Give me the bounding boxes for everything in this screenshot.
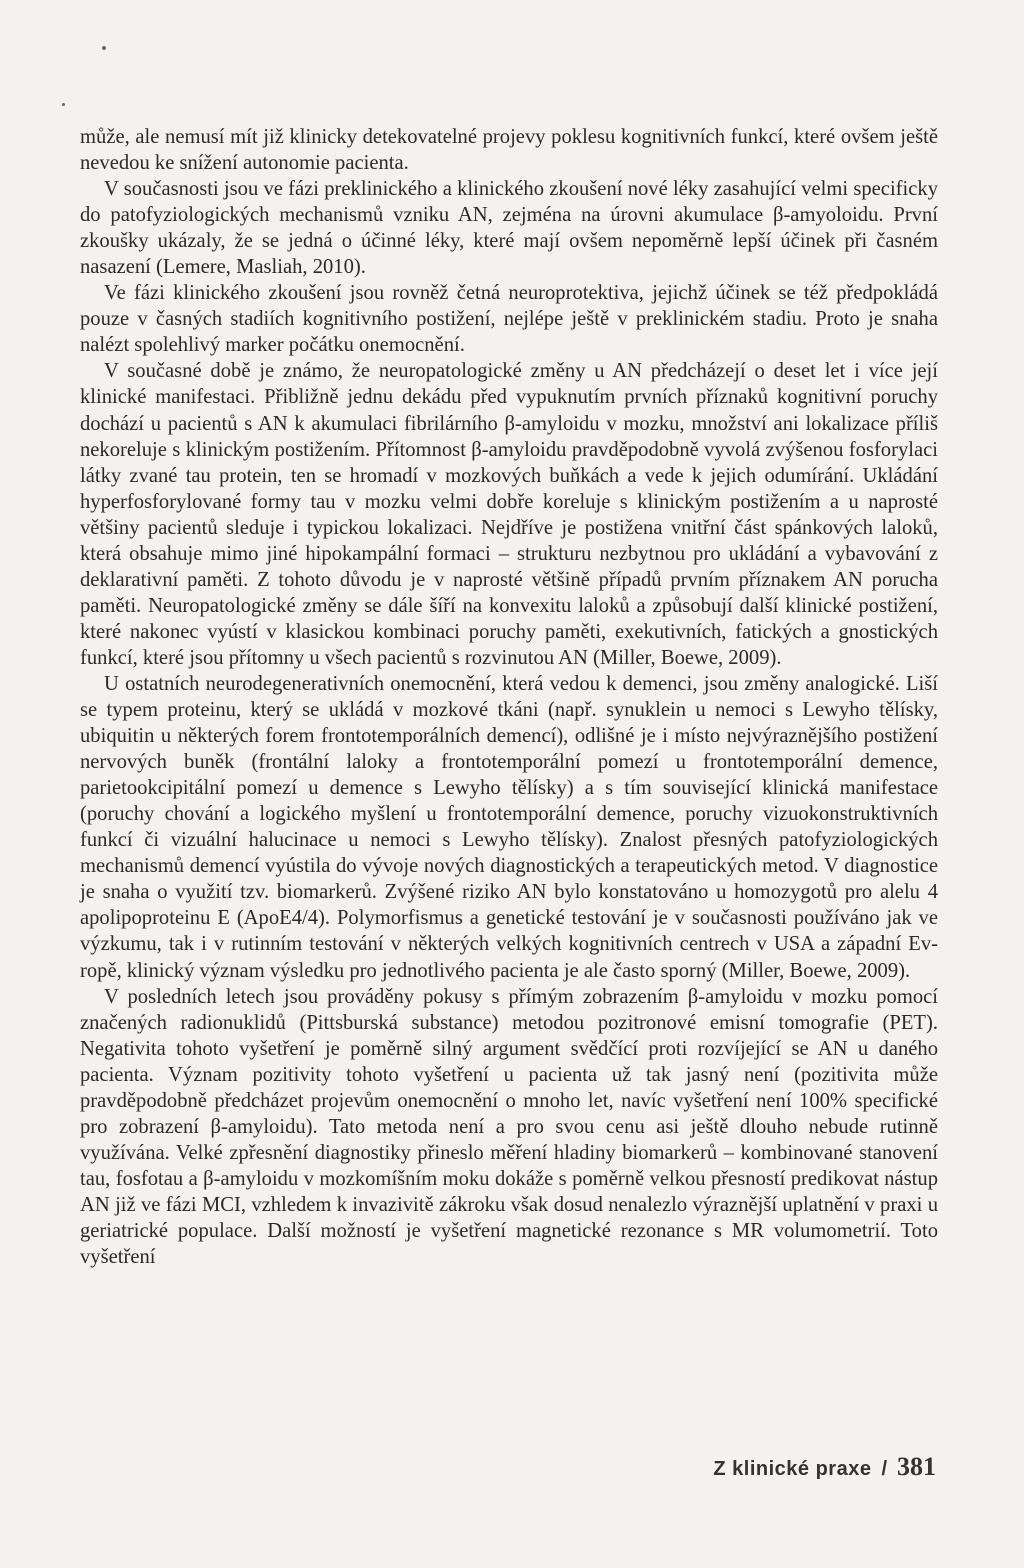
paragraph-continuation: může, ale nemusí mít již klinicky detekovatelné projevy poklesu kognitivních funkcí, které ovšem ještě nevedou ke snížení autonomie pacienta. <box>80 126 938 175</box>
scan-speck <box>102 46 106 50</box>
scan-speck <box>62 103 65 106</box>
paragraph-pet-imaging: V posledních letech jsou prováděny pokusy s přímým zobrazením β-amyloidu v mozku pomocí značených radionuklidů (Pittsburská substance) metodou pozitronové emisní tomografie (PET). Negativita tohoto vyšetření je poměrně silný argument svědčící proti rozvíjející se AN u daného pacienta. Význam pozitivity tohoto vyšetření u pacienta už tak jasný není (pozitivita může pravděpodobně předcházet projevům onemocnění o mnoho let, navíc vyšetření není 100% specifické pro zobrazení β-amyloidu). Tato metoda není a pro svou cenu asi ještě dlouho nebude rutinně využívána. Velké zpřesnění diagnostiky přineslo měření hladiny biomarkerů – kombinované stanovení tau, fosfotau a β-amyloidu v mozkomíšním moku dokáže s poměrně velkou přesností predikovat nástup AN již ve fázi MCI, vzhledem k invazivitě zákroku však dosud nenalezlo výraznější uplatnění v praxi u geriatrické populace. Další možností je vyšetření magnetické rezonance s MR volumometrií. Toto vyšetření <box>80 985 938 1269</box>
page-number: 381 <box>897 1452 936 1481</box>
paragraph-new-drugs: V současnosti jsou ve fázi preklinického a klinického zkoušení nové léky zasahující velmi specificky do patofyziologických mechanismů vzniku AN, zejména na úrovni akumulace β-amyoloidu. První zkoušky ukázaly, že se jedná o účinné léky, které mají ovšem nepoměrně lepší účinek při časném nasazení (Lemere, Masliah, 2010). <box>80 178 938 279</box>
page-footer <box>713 1452 936 1482</box>
paragraph-neuropathology: V současné době je známo, že neuropatologické změny u AN předcházejí o deset let i více její klinické manifestaci. Přibližně jednu dekádu před vypuknutím prvních příznaků kognitivní poruchy dochází u pacientů s AN k akumulaci fibrilárního β-amyloidu v mozku, množství ani lokalizace příliš nekoreluje s klinickým postižením. Přítomnost β-amyloidu pravděpodobně vyvolá zvýšenou fosforylaci látky zvané tau protein, ten se hromadí v mozkových buňkách a vede k jejich odumírání. Ukládání hyperfosforylované formy tau v mozku velmi dobře koreluje s klinickým postižením a u naprosté většiny pacientů sleduje i typickou lokalizaci. Nejdříve je postižena vnitřní část spánkových laloků, která obsahuje mimo jiné hipokampální formaci – strukturu nezbytnou pro ukládání a vybavování z deklarativní paměti. Z tohoto důvodu je v naprosté většině případů prvním příznakem AN porucha paměti. Neuropatologické změny se dále šíří na konvexitu laloků a způsobují další klinické postižení, které nakonec vyústí v klasickou kombinaci poruchy paměti, exekutivních, fatických a gnostických funkcí, které jsou přítomny u všech pacientů s rozvinutou AN (Miller, Boewe, 2009). <box>80 360 938 669</box>
paragraph-other-dementias: U ostatních neurodegenerativních onemocnění, která vedou k demenci, jsou změny analogické. Liší se typem proteinu, který se ukládá v mozkové tkáni (např. synuklein u nemoci s Lewyho tělísky, ubiquitin u některých forem frontotemporálních demencí), odlišné je i místo nejvýraznějšího postižení nervových buněk (frontální laloky a frontotemporální pomezí u frontotemporální demence, parietookcipitální pomezí u demence s Lewyho tělísky) a s tím související klinická manifestace (poruchy chování a logického myšlení u frontotemporální demence, poruchy vizuokonstruktivních funkcí či vizuální halucinace u nemoci s Lewyho tělísky). Znalost přesných patofyziologických mechanismů demencí vyústila do vývoje nových diagnostických a terapeutických metod. V diagnostice je snaha o využití tzv. biomarkerů. Zvýšené riziko AN bylo konstatováno u homozygotů pro alelu 4 apolipoproteinu E (ApoE4/4). Polymorfismus a genetické testování je v současnosti používáno jak ve výzkumu, tak i v rutinním testování v některých velkých kognitivních centrech v USA a západní Evropě, klinický význam výsledku pro jednotlivého pacienta je ale často sporný (Miller, Boewe, 2009). <box>80 672 938 982</box>
footer-separator: / <box>881 1458 887 1480</box>
running-section-title: Z klinické praxe <box>713 1458 872 1480</box>
paragraph-neuroprotectives: Ve fázi klinického zkoušení jsou rovněž četná neuroprotektiva, jejichž účinek se též předpokládá pouze v časných stadiích kognitivního postižení, nejlépe ještě v preklinickém stadiu. Proto je snaha nalézt spolehlivý marker počátku onemocnění. <box>80 282 938 357</box>
body-text <box>80 124 938 1270</box>
